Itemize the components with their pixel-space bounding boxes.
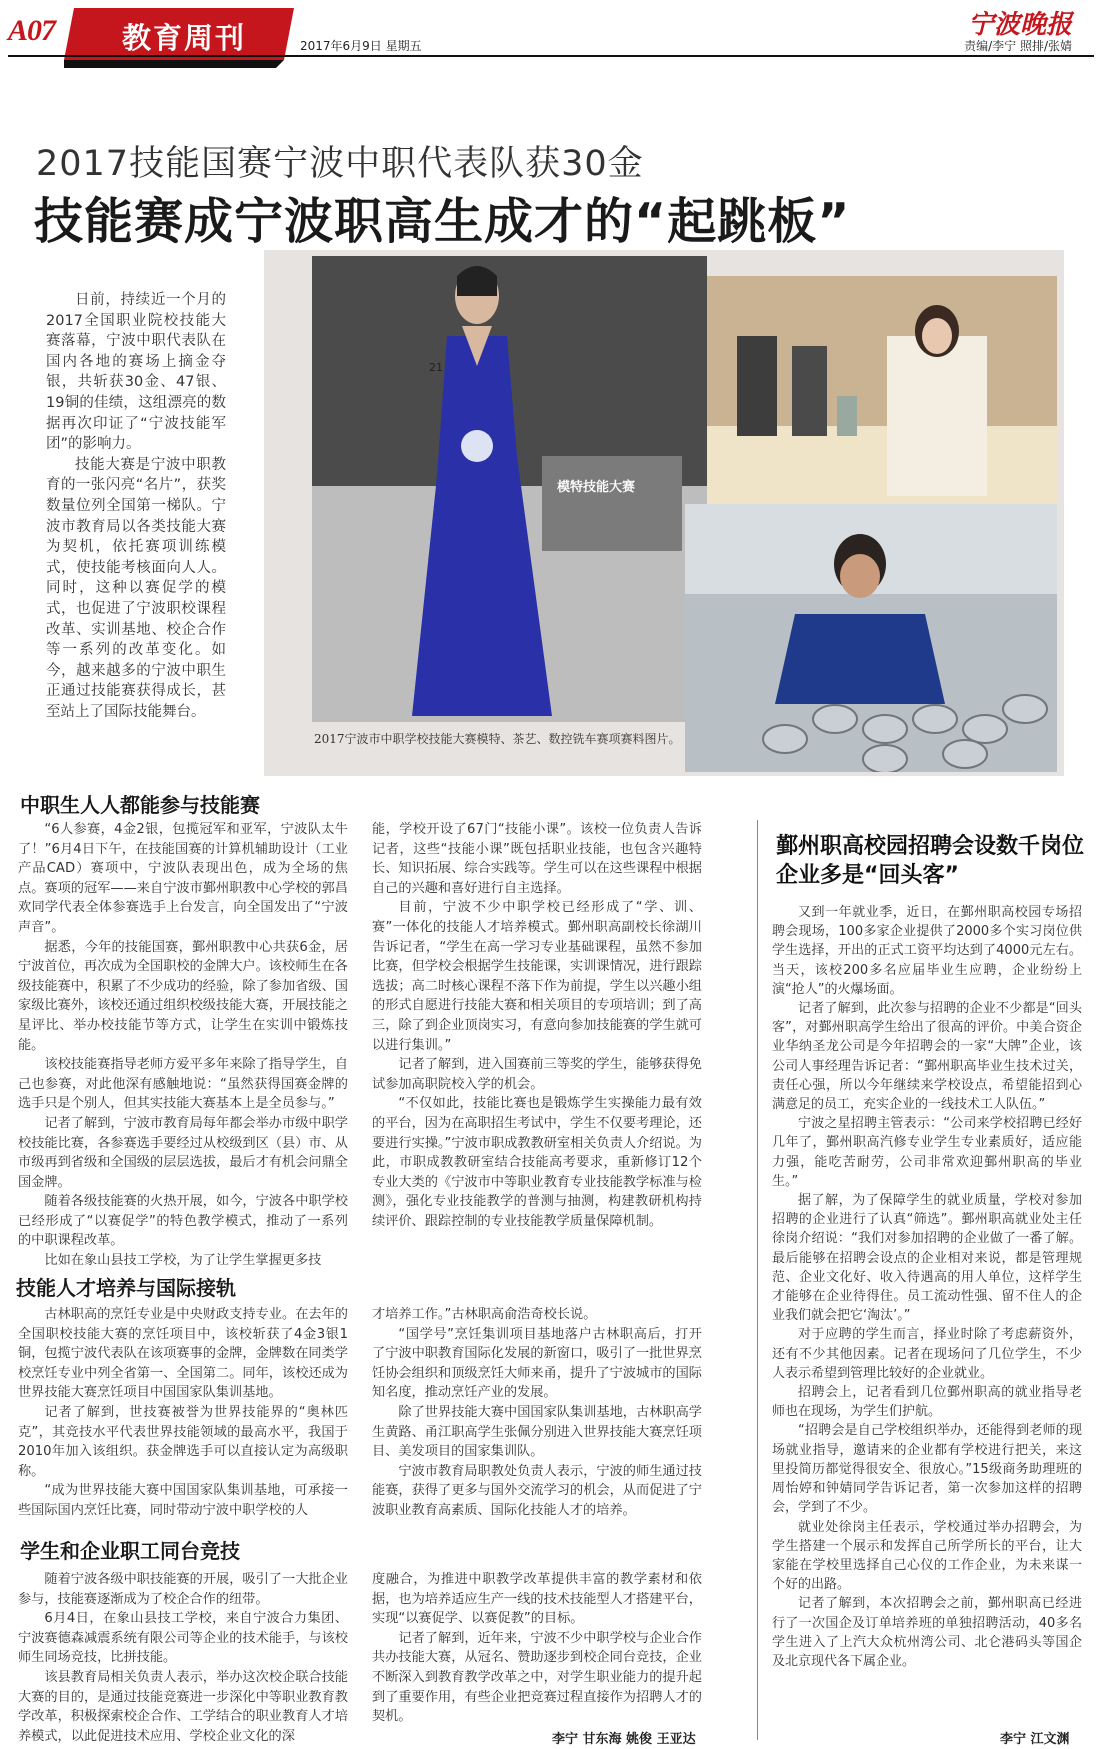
page-number: A07 bbox=[8, 14, 56, 47]
section-name: 教育周刊 bbox=[122, 21, 247, 55]
cnc-contest-photo bbox=[685, 504, 1057, 772]
paragraph: 对于应聘的学生而言，择业时除了考虑薪资外，还有不少其他因素。记者在现场问了几位学生，不少人表示希望到管理比较好的企业就业。 bbox=[772, 1327, 1082, 1381]
sidebar-title: 鄞州职高校园招聘会设数千岗位 企业多是“回头客” bbox=[776, 834, 1085, 888]
column-rule bbox=[757, 820, 758, 1740]
paragraph: 古林职高的烹饪专业是中央财政支持专业。在去年的全国职校技能大赛的烹饪项目中，该校斩获了4金3银1铜，包揽宁波代表队在该项赛事的金牌，金牌数在同类学校烹饪专业中列全省第一、全国第二。同年，该校还成为世界技能大赛烹饪项目中国国家队集训基地。 bbox=[18, 1307, 348, 1401]
issue-date: 2017年6月9日 星期五 bbox=[300, 39, 422, 53]
paragraph: 随着宁波各级中职技能赛的开展，吸引了一大批企业参与，技能赛逐渐成为了校企合作的纽带。 bbox=[18, 1572, 348, 1607]
paragraph: 宁波之星招聘主管表示：“公司来学校招聘已经好几年了，鄞州职高汽修专业学生专业素质好，适应能力强，能吃苦耐劳，公司非常欢迎鄞州职高的毕业生。” bbox=[772, 1116, 1082, 1189]
header-rule bbox=[8, 55, 1094, 57]
paragraph: 能，学校开设了67门“技能小课”。该校一位负责人告诉记者，这些“技能小课”既包括职业技能，也包含兴趣特长、知识拓展、综合实践等。学生可以在这些课程中根据自己的兴趣和喜好进行自主选择。 bbox=[372, 822, 702, 896]
paragraph: 记者了解到，世技赛被誉为世界技能界的“奥林匹克”，其竞技水平代表世界技能领域的最高水平，我国于2010年加入该组织。获金牌选手可以直接认定为高级职称。 bbox=[18, 1404, 348, 1479]
section-column bbox=[18, 1305, 348, 1521]
paragraph: “国学号”烹饪集训项目基地落户古林职高后，打开了宁波中职教育国际化发展的新窗口，吸引了一批世界烹饪协会组织和顶级烹饪大师来甬，提升了宁波城市的国际知名度，推动烹饪产业的发展。 bbox=[372, 1326, 702, 1401]
paragraph: 据了解，为了保障学生的就业质量，学校对参加招聘的企业进行了认真“筛选”。鄞州职高就业处主任徐岗介绍说：“我们对参加招聘的企业做了一番了解。最后能够在招聘会设点的企业相对来说，都是管理规范、企业文化好、收入待遇高的用人单位，这样学生才能够在企业待得住。员工流动性强、留不住人的企业我们就会把它‘淘汰’。” bbox=[772, 1193, 1082, 1324]
paragraph: 该校技能赛指导老师方爱平多年来除了指导学生，自己也参赛，对此他深有感触地说：“虽然获得国赛金牌的选手只是个别人，但其实技能大赛基本上是全员参与。” bbox=[18, 1057, 348, 1112]
paragraph: “不仅如此，技能比赛也是锻炼学生实操能力最有效的平台，因为在高职招生考试中，学生不仅要考理论，还要进行实操。”宁波市职成教教研室相关负责人介绍说。为此，市职成教教研室结合技能高考要求，重新修订12个专业大类的《宁波市中等职业教育专业技能教学标准与检测》，强化专业技能教学的普测与抽测，构建教研机构持续评价、跟踪控制的专业技能教学质量保障机制。 bbox=[372, 1096, 702, 1229]
section-title: 学生和企业职工同台竞技 bbox=[20, 1539, 240, 1563]
intro-paragraph: 技能大赛是宁波中职教育的一张闪亮“名片”，获奖数量位列全国第一梯队。宁波市教育局以各类技能大赛为契机，依托赛项训练模式，使技能考核面向人人。同时，这种以赛促学的模式，也促进了宁波职校课程改革、实训基地、校企合作等一系列的改革变化。如今，越来越多的宁波中职生正通过技能赛获得成长，甚至站上了国际技能舞台。 bbox=[46, 456, 226, 720]
paragraph: 就业处徐岗主任表示，学校通过举办招聘会，为学生搭建一个展示和发挥自己所学所长的平台，让大家能在学校里选择自己心仪的工作企业，为未来谋一个好的出路。 bbox=[772, 1519, 1082, 1593]
article-subhead: 2017技能国赛宁波中职代表队获30金 bbox=[36, 144, 644, 184]
paragraph: 记者了解到，此次参与招聘的企业不少都是“回头客”，对鄞州职高学生给出了很高的评价。中美合资企业华纳圣龙公司是今年招聘会的一家“大牌”企业，该公司人事经理告诉记者：“鄞州职高毕业生技术过关，责任心强，所以今年继续来学校设点，希望能招到心满意足的员工，充实企业的一线技术工人队伍。” bbox=[772, 1001, 1082, 1113]
model-contest-photo bbox=[312, 256, 707, 722]
paragraph: 随着各级技能赛的火热开展，如今，宁波各中职学校已经形成了“以赛促学”的特色教学模式，推动了一系列的中职课程改革。 bbox=[18, 1194, 348, 1249]
tea-art-photo bbox=[707, 276, 1057, 504]
paragraph: 比如在象山县技工学校，为了让学生掌握更多技 bbox=[44, 1253, 322, 1269]
paragraph: 记者了解到，宁波市教育局每年都会举办市级中职学校技能比赛，各参赛选手要经过从校级到区（县）市、从市级再到省级和全国级的层层选拔，最后才有机会问鼎全国金牌。 bbox=[18, 1115, 348, 1190]
paragraph: “成为世界技能大赛中国国家队集训基地，可承接一些国际国内烹饪比赛，同时带动宁波中职学校的人 bbox=[18, 1483, 348, 1518]
paragraph: 记者了解到，进入国赛前三等奖的学生，能够获得免试参加高职院校入学的机会。 bbox=[372, 1057, 702, 1092]
bib-number: 21 bbox=[429, 361, 443, 374]
paragraph: 度融合，为推进中职教学改革提供丰富的教学素材和依据，也为培养适应生产一线的技术技能型人才搭建平台，实现“以赛促学、以赛促教”的目标。 bbox=[372, 1572, 702, 1627]
article-byline: 李宁 甘东海 姚俊 王亚达 bbox=[552, 1732, 696, 1747]
article-headline: 技能赛成宁波职高生成才的“起跳板” bbox=[34, 193, 851, 250]
paragraph: 该县教育局相关负责人表示，举办这次校企联合技能大赛的目的，是通过技能竞赛进一步深化中等职业教育教学改革，积极探索校企合作、工学结合的职业教育人才培养模式，以此促进技术应用、学校企业文化的深 bbox=[18, 1669, 348, 1744]
paragraph: 记者了解到，本次招聘会之前，鄞州职高已经进行了一次国企及订单培养班的单独招聘活动，40多名学生进入了上汽大众杭州湾公司、北仑港码头等国企及北京现代各下属企业。 bbox=[772, 1596, 1082, 1669]
paragraph: 记者了解到，近年来，宁波不少中职学校与企业合作共办技能大赛，从冠名、赞助逐步到校企同台竞技，企业不断深入到教育教学改革之中，对学生职业能力的提升起到了重要作用，有些企业把竞赛过程直接作为招聘人才的契机。 bbox=[372, 1630, 702, 1725]
paragraph: 据悉，今年的技能国赛，鄞州职教中心共获6金，居宁波首位，再次成为全国职校的金牌大户。该校师生在各级技能赛中，积累了不少成功的经验，除了参加省级、国家级比赛外，该校还通过组织校级技能大赛，开展技能之星评比、举办校技能节等方式，让学生在实训中锻炼技能。 bbox=[18, 939, 348, 1053]
section-column bbox=[372, 1305, 702, 1521]
newspaper-logo: 宁波晚报 bbox=[967, 10, 1072, 40]
sidebar-byline: 李宁 江文渊 bbox=[1000, 1732, 1070, 1747]
banner-label: 模特技能大赛 bbox=[557, 480, 636, 495]
section-column bbox=[372, 820, 702, 1231]
paragraph: 宁波市教育局职教处负责人表示，宁波的师生通过技能赛，获得了更多与国外交流学习的机会，从而促进了宁波职业教育高素质、国际化技能人才的培养。 bbox=[372, 1463, 702, 1518]
article-intro bbox=[46, 290, 226, 722]
paragraph: 除了世界技能大赛中国国家队集训基地，古林职高学生黄路、甬江职高学生张佩分别进入世界技能大赛烹饪项目、美发项目的国家集训队。 bbox=[372, 1404, 702, 1460]
section-column bbox=[372, 1570, 702, 1727]
editor-credits: 责编/李宁 照排/张婧 bbox=[964, 39, 1072, 53]
paragraph: “6人参赛，4金2银，包揽冠军和亚军，宁波队太牛了！”6月4日下午，在技能国赛的计算机辅助设计（工业产品CAD）赛项中，宁波队表现出色，成为全场的焦点。赛项的冠军——来自宁波市鄞州职教中心学校的郭昌欢同学代表全体参赛选手上台发言，向全国发出了“宁波声音”。 bbox=[18, 822, 348, 935]
paragraph: 6月4日，在象山县技工学校，来自宁波合力集团、宁波赛德森减震系统有限公司等企业的技术能手，与该校师生同场竞技，比拼技能。 bbox=[18, 1611, 348, 1666]
sidebar-body bbox=[772, 903, 1082, 1671]
paragraph: 才培养工作。”古林职高俞浩奇校长说。 bbox=[372, 1307, 597, 1322]
section-title: 中职生人人都能参与技能赛 bbox=[20, 793, 260, 817]
paragraph: 目前，宁波不少中职学校已经形成了“学、训、赛”一体化的技能人才培养模式。鄞州职高副校长徐湖川告诉记者，“学生在高一学习专业基础课程，虽然不参加比赛，但学校会根据学生技能课，实训课情况，进行跟踪选拔；高二时核心课程不落下作为前提，学生以兴趣小组的形式自愿进行技能大赛和相关项目的专项培训；到了高三，除了到企业顶岗实习，有意向参加技能赛的学生就可以进行集训。” bbox=[372, 900, 702, 1053]
section-column bbox=[18, 820, 348, 1271]
section-title: 技能人才培养与国际接轨 bbox=[16, 1276, 236, 1300]
paragraph: 又到一年就业季，近日，在鄞州职高校园专场招聘会现场，100多家企业提供了2000多个实习岗位供学生选择，开出的正式工资平均达到了4000元左右。当天，该校200多名应届毕业生应聘，企业纷纷上演“抢人”的火爆场面。 bbox=[772, 905, 1082, 997]
paragraph: 招聘会上，记者看到几位鄞州职高的就业指导老师也在现场，为学生们护航。 bbox=[772, 1385, 1082, 1420]
photo-caption: 2017宁波市中职学校技能大赛模特、茶艺、数控铣车赛项赛料图片。 bbox=[314, 732, 681, 746]
paragraph: “招聘会是自己学校组织举办，还能得到老师的现场就业指导，邀请来的企业都有学校进行把关，来这里投简历都觉得很安全、很放心。”15级商务助理班的周怡婷和钟婧同学告诉记者，第一次参加这样的招聘会，学到了不少。 bbox=[772, 1423, 1082, 1516]
section-column bbox=[18, 1570, 348, 1746]
intro-paragraph: 日前，持续近一个月的2017全国职业院校技能大赛落幕，宁波中职代表队在国内各地的赛场上摘金夺银，共斩获30金、47银、19铜的佳绩，这组漂亮的数据再次印证了“宁波技能军团”的影响力。 bbox=[46, 292, 226, 453]
